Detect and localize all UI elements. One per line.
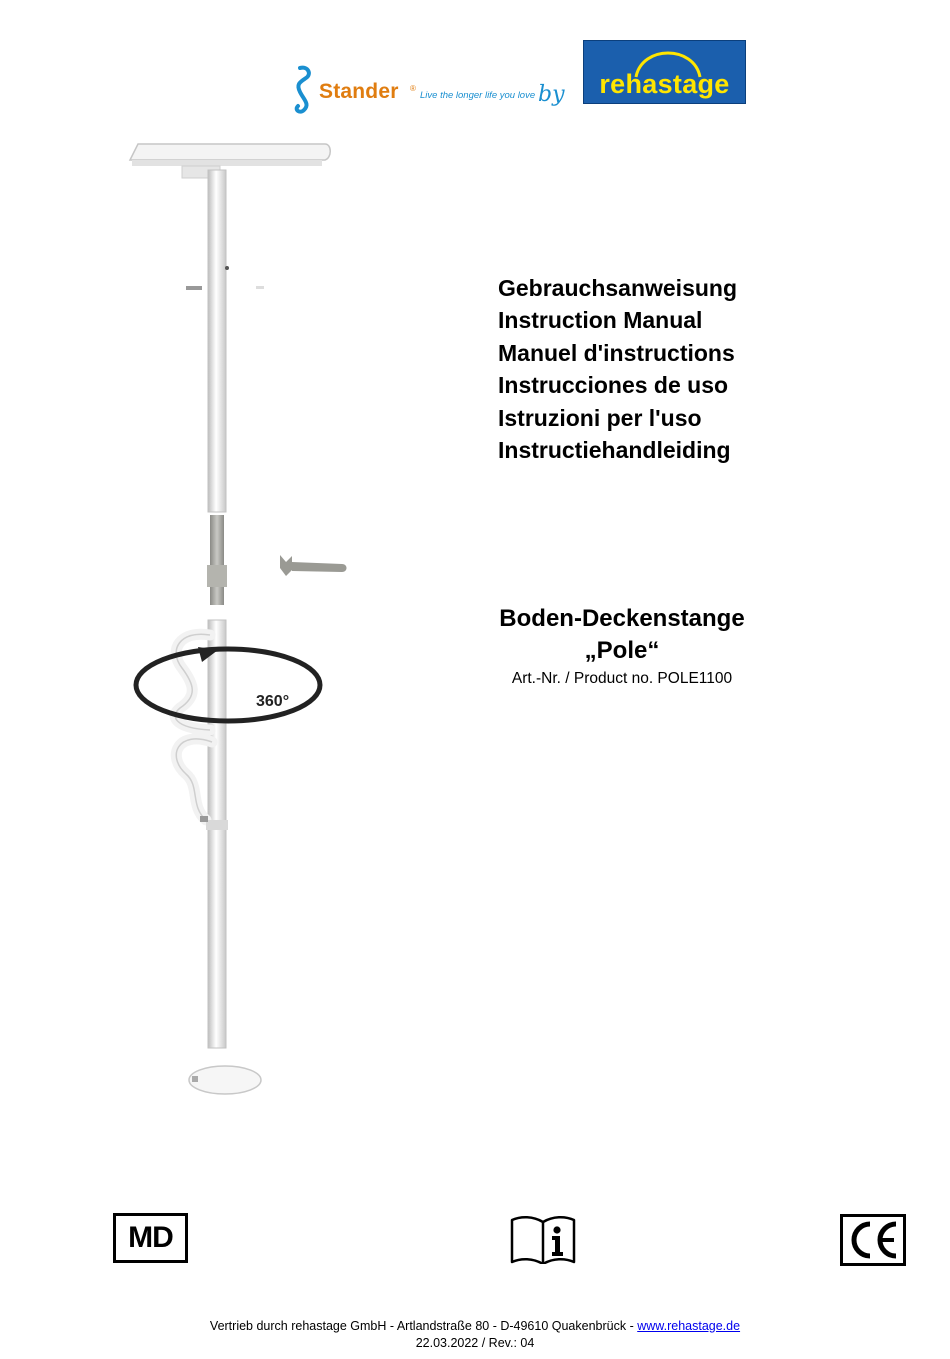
title-es: Instrucciones de uso (498, 372, 729, 399)
website-link[interactable]: www.rehastage.de (637, 1319, 741, 1333)
pole-pin (225, 266, 229, 270)
pole-illustration (120, 130, 360, 1110)
lower-pole (208, 620, 226, 1048)
footer-distributor (0, 1318, 950, 1335)
medical-device-symbol: MD (113, 1213, 188, 1263)
pole-collar (206, 820, 228, 830)
seahorse-icon (286, 64, 316, 114)
registered-mark: ® (410, 84, 416, 93)
wrench-icon (280, 555, 347, 576)
rotation-label: 360° (256, 693, 290, 710)
pole-tip-peg (200, 816, 208, 822)
footer-date-revision: 22.03.2022 / Rev.: 04 (415, 1336, 535, 1350)
rehastage-logo (583, 40, 746, 104)
footer (0, 1318, 950, 1352)
ce-mark-icon (840, 1214, 906, 1266)
product-name: Boden-Deckenstange (499, 605, 745, 632)
title-nl: Instructiehandleiding (498, 437, 731, 464)
rotation-arrow (136, 649, 320, 721)
threaded-extension (210, 515, 224, 605)
rehastage-wordmark: rehastage (599, 69, 730, 99)
footer-address: Vertrieb durch rehastage GmbH - Artlandstraße 80 - D-49610 Quakenbrück - (209, 1319, 638, 1333)
product-number: Art.-Nr. / Product no. POLE1100 (511, 670, 733, 687)
stander-tagline: Live the longer life you love (420, 90, 536, 101)
side-peg-right (256, 286, 264, 289)
title-en: Instruction Manual (498, 307, 703, 334)
upper-pole (208, 170, 226, 512)
grab-handle-lower (176, 739, 212, 820)
extension-nut (207, 565, 227, 587)
stander-logo (286, 62, 566, 118)
instructions-info-icon (509, 1214, 577, 1264)
stander-by: by (538, 82, 565, 107)
floor-base-left-marker (192, 1076, 198, 1082)
side-peg-left (186, 286, 202, 290)
ceiling-plate-edge (132, 160, 322, 166)
title-fr: Manuel d'instructions (498, 339, 735, 366)
stander-wordmark: Stander (319, 80, 399, 103)
title-it: Istruzioni per l'uso (498, 404, 702, 431)
product-quoted-name: „Pole“ (584, 637, 660, 664)
ceiling-plate (130, 144, 330, 160)
floor-base (189, 1066, 261, 1094)
manual-titles (498, 272, 737, 466)
title-de: Gebrauchsanweisung (498, 275, 738, 301)
product-block (470, 603, 774, 689)
